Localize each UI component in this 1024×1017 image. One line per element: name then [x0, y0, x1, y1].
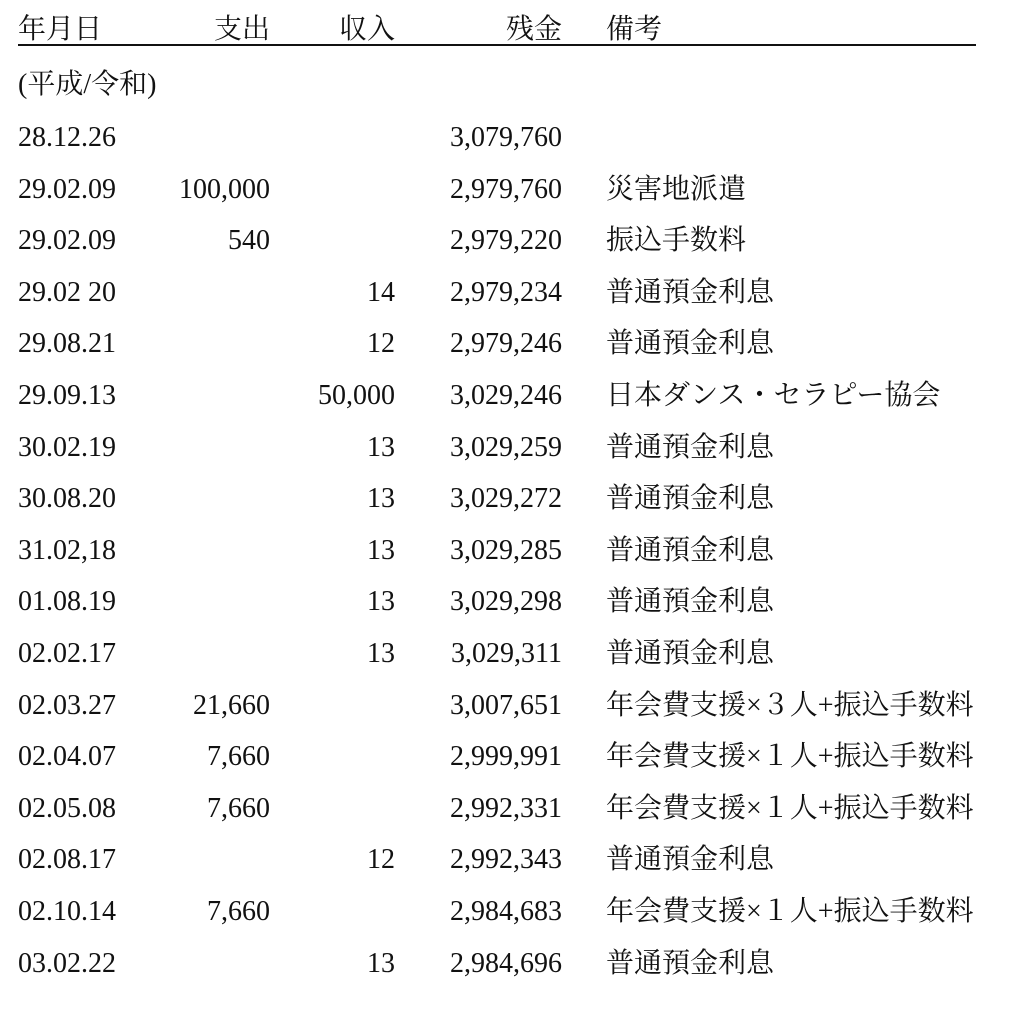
- row-note: 普通預金利息: [606, 431, 775, 463]
- row-date: 29.08.21: [18, 328, 116, 360]
- row-income: 13: [367, 483, 395, 515]
- row-date: 03.02.22: [18, 947, 116, 979]
- row-balance: 3,029,259: [450, 431, 562, 463]
- row-date: 30.02.19: [18, 431, 116, 463]
- row-balance: 3,079,760: [450, 122, 562, 153]
- row-balance: 3,029,246: [450, 379, 562, 411]
- row-balance: 3,029,272: [450, 483, 562, 515]
- table-row: [0, 275, 1024, 327]
- row-income: 13: [367, 637, 395, 669]
- table-row: [0, 894, 1024, 946]
- table-row: [0, 584, 1024, 636]
- row-date: 02.02.17: [18, 637, 116, 669]
- row-balance: 2,992,331: [450, 792, 562, 824]
- row-date: 02.05.08: [18, 792, 116, 824]
- row-note: 年会費支援×１人+振込手数料: [606, 792, 974, 824]
- row-date: 29.02.09: [18, 173, 116, 205]
- row-income: 12: [367, 844, 395, 876]
- row-balance: 3,029,285: [450, 534, 562, 566]
- row-balance: 3,029,311: [451, 637, 562, 669]
- row-note: 日本ダンス・セラピー協会: [606, 379, 941, 411]
- row-income: 12: [367, 328, 395, 360]
- table-row: [0, 842, 1024, 894]
- table-row: [0, 378, 1024, 430]
- row-income: 14: [367, 276, 395, 308]
- row-expense: 21,660: [193, 689, 270, 721]
- row-expense: 540: [228, 225, 270, 257]
- table-row: [0, 430, 1024, 482]
- row-note: 普通預金利息: [606, 844, 775, 876]
- table-row: [0, 326, 1024, 378]
- row-balance: 2,979,220: [450, 225, 562, 257]
- row-balance: 2,979,760: [450, 173, 562, 205]
- table-row: [0, 791, 1024, 843]
- row-date: 29.09.13: [18, 379, 116, 411]
- ledger-header: [0, 12, 1024, 48]
- row-date: 29.02.09: [18, 225, 116, 257]
- row-expense: 7,660: [207, 792, 270, 824]
- header-note: 備考: [606, 14, 663, 45]
- table-row: [0, 481, 1024, 533]
- row-date: 02.10.14: [18, 895, 116, 927]
- header-balance: 残金: [505, 14, 562, 45]
- row-note: 振込手数料: [606, 225, 747, 257]
- ledger-rows: [0, 120, 1024, 997]
- table-row: [0, 946, 1024, 998]
- row-expense: 7,660: [207, 895, 270, 927]
- table-row: [0, 172, 1024, 224]
- row-income: 13: [367, 534, 395, 566]
- row-balance: 2,984,696: [450, 947, 562, 979]
- row-date: 01.08.19: [18, 586, 116, 618]
- table-row: [0, 688, 1024, 740]
- row-date: 29.02 20: [18, 276, 116, 308]
- row-date: 30.08.20: [18, 483, 116, 515]
- row-note: 災害地派遣: [606, 173, 747, 205]
- row-date: 02.08.17: [18, 844, 116, 876]
- row-balance: 2,999,991: [450, 741, 562, 773]
- row-date: 02.03.27: [18, 689, 116, 721]
- row-expense: 7,660: [207, 741, 270, 773]
- row-note: 普通預金利息: [606, 328, 775, 360]
- row-note: 普通預金利息: [606, 483, 775, 515]
- header-income: 収入: [338, 14, 395, 45]
- table-row: [0, 120, 1024, 172]
- row-balance: 3,007,651: [450, 689, 562, 721]
- row-note: 普通預金利息: [606, 276, 775, 308]
- row-date: 28.12.26: [18, 122, 116, 153]
- row-note: 年会費支援×１人+振込手数料: [606, 741, 974, 773]
- row-income: 13: [367, 431, 395, 463]
- row-balance: 2,979,234: [450, 276, 562, 308]
- row-expense: 100,000: [179, 173, 270, 205]
- row-balance: 2,992,343: [450, 844, 562, 876]
- row-income: 13: [367, 947, 395, 979]
- row-balance: 2,979,246: [450, 328, 562, 360]
- era-note: (平成/令和): [18, 69, 157, 100]
- table-row: [0, 739, 1024, 791]
- header-underline: [18, 44, 976, 46]
- row-date: 31.02,18: [18, 534, 116, 566]
- row-note: 普通預金利息: [606, 534, 775, 566]
- row-note: 普通預金利息: [606, 586, 775, 618]
- header-date: 年月日: [18, 14, 103, 45]
- row-note: 年会費支援×３人+振込手数料: [606, 689, 974, 721]
- row-note: 普通預金利息: [606, 947, 775, 979]
- row-note: 普通預金利息: [606, 637, 775, 669]
- table-row: [0, 636, 1024, 688]
- row-balance: 3,029,298: [450, 586, 562, 618]
- table-row: [0, 223, 1024, 275]
- header-expense: 支出: [213, 14, 270, 45]
- row-date: 02.04.07: [18, 741, 116, 773]
- row-income: 13: [367, 586, 395, 618]
- row-balance: 2,984,683: [450, 895, 562, 927]
- row-income: 50,000: [318, 379, 395, 411]
- row-note: 年会費支援×１人+振込手数料: [606, 895, 974, 927]
- table-row: [0, 533, 1024, 585]
